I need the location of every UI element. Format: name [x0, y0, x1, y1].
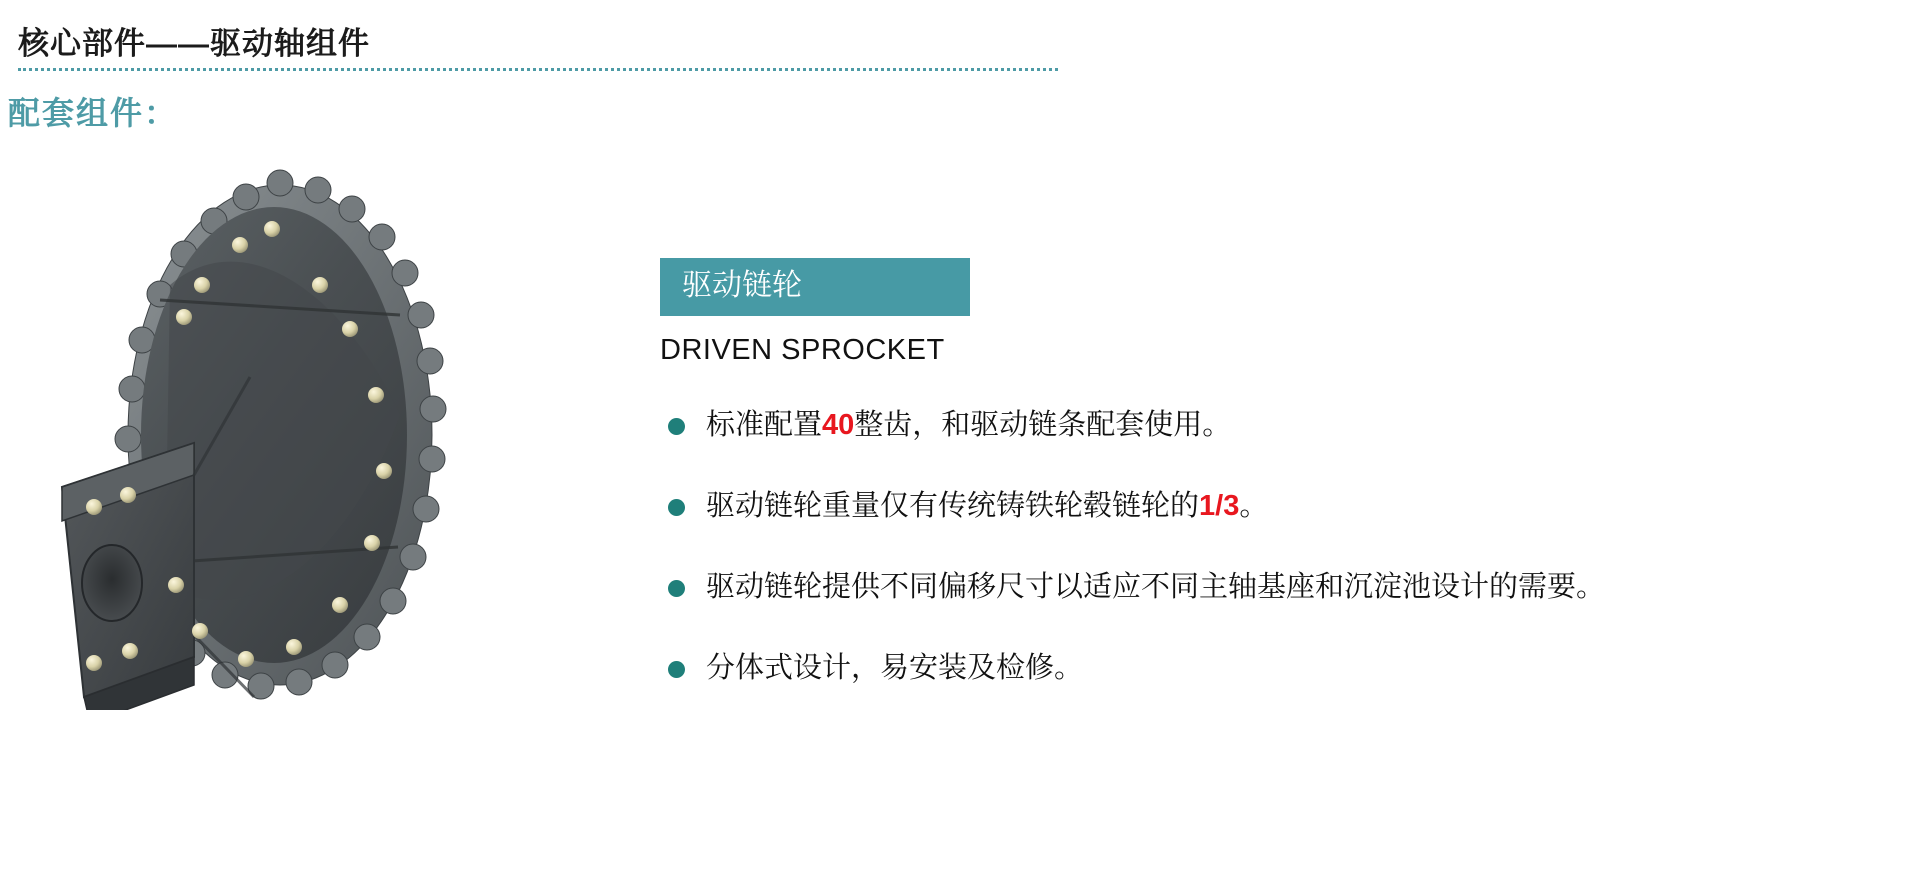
bullet-text-pre: 标准配置 — [706, 409, 823, 441]
product-info — [660, 258, 1890, 687]
feature-list — [660, 407, 1890, 687]
bullet-text-pre: 驱动链轮提供不同偏移尺寸以适应不同主轴基座和沉淀池设计的需要。 — [706, 571, 1606, 604]
bullet-text-highlight: 40 — [822, 409, 855, 441]
section-subtitle: 配套组件： — [8, 95, 179, 131]
bullet-text-pre: 分体式设计，易安装及检修。 — [706, 652, 1084, 685]
bullet-dot-icon — [668, 499, 685, 516]
product-name-cn: 驱动链轮 — [660, 258, 970, 316]
product-name-en: DRIVEN SPROCKET — [660, 334, 945, 366]
product-image — [30, 150, 550, 710]
bullet-text-highlight: 1/3 — [1199, 490, 1240, 523]
page-title: 核心部件——驱动轴组件 — [18, 26, 370, 61]
title-divider — [18, 68, 1058, 71]
list-item — [660, 407, 1890, 444]
bullet-text-post: 整齿，和驱动链条配套使用。 — [854, 409, 1232, 441]
list-item — [660, 650, 1890, 687]
bullet-dot-icon — [668, 418, 685, 435]
list-item — [660, 488, 1890, 525]
bullet-dot-icon — [668, 580, 685, 597]
bullet-text-pre: 驱动链轮重量仅有传统铸铁轮毂链轮的 — [706, 490, 1200, 523]
list-item — [660, 569, 1890, 606]
bullet-dot-icon — [668, 661, 685, 678]
bullet-text-post: 。 — [1239, 490, 1269, 523]
